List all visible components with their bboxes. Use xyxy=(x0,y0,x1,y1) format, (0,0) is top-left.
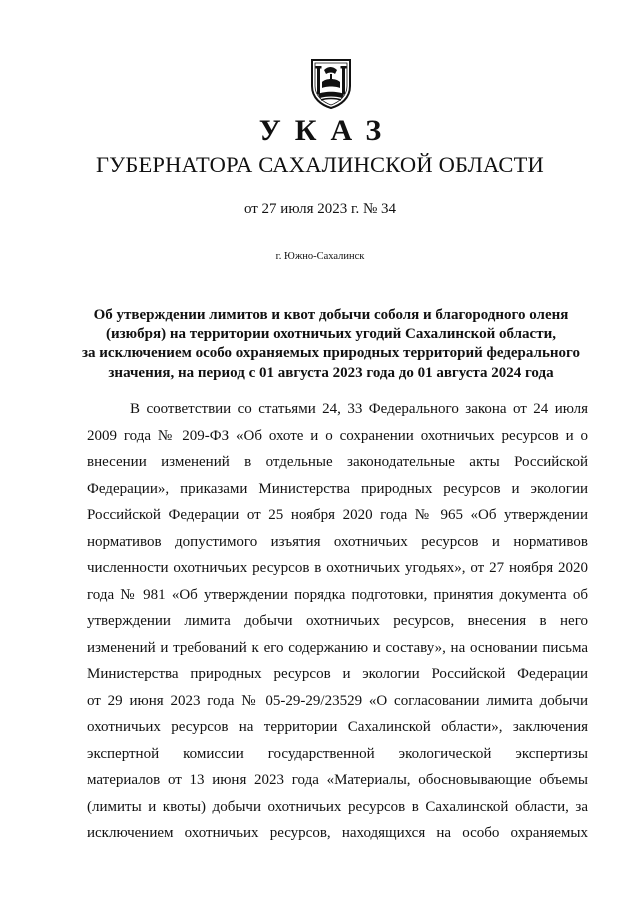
heading-line: (изюбря) на территории охотничьих угодий Сахалинской области, xyxy=(106,326,556,343)
body-line: численности охотничьих ресурсов в охотничьих угодьях», от 27 ноября 2020 xyxy=(87,560,588,576)
issue-city: г. Южно-Сахалинск xyxy=(275,251,365,262)
body-line: Министерства природных ресурсов и экологии Российской Федерации xyxy=(87,666,588,682)
body-line: 2009 года № 209-ФЗ «Об охоте и о сохранении охотничьих ресурсов и о xyxy=(87,427,588,444)
body-line: от 29 июня 2023 года № 05-29-29/23529 «О согласовании лимита добычи xyxy=(87,692,588,709)
body-line: В соответствии со статьями 24, 33 Федерального закона от 24 июля xyxy=(130,401,588,417)
heading-line: за исключением особо охраняемых природных территорий федерального xyxy=(82,345,580,362)
decree-heading xyxy=(80,306,582,383)
decree-body xyxy=(87,396,588,847)
body-line: нормативов допустимого изъятия охотничьих ресурсов и нормативов xyxy=(87,533,588,550)
body-line: Российской Федерации от 25 ноября 2020 года № 965 «Об утверждении xyxy=(87,507,588,523)
body-line: Федерации», приказами Министерства природных ресурсов и экологии xyxy=(87,480,588,497)
body-line: материалов от 13 июня 2023 года «Материалы, обосновывающие объемы xyxy=(87,772,588,788)
body-line: исключением охотничьих ресурсов, находящихся на особо охраняемых xyxy=(87,825,588,841)
heading-line: значения, на период с 01 августа 2023 года до 01 августа 2024 года xyxy=(108,364,554,381)
body-line: (лимиты и квоты) добычи охотничьих ресурсов в Сахалинской области, за xyxy=(87,798,588,815)
body-line: охотничьих ресурсов на территории Сахалинской области», заключения xyxy=(87,719,588,735)
body-line: экспертной комиссии государственной экологической экспертизы xyxy=(87,745,588,762)
coat-of-arms-icon xyxy=(306,56,356,110)
decree-date-number: от 27 июля 2023 г. № 34 xyxy=(243,201,397,217)
body-line: утверждении лимита добычи охотничьих ресурсов, внесения в него xyxy=(87,613,588,629)
body-line: изменений и требований к его содержанию и составу», на основании письма xyxy=(87,639,588,656)
body-line: внесении изменений в отдельные законодательные акты Российской xyxy=(87,454,588,470)
document-title: УКАЗ xyxy=(258,114,396,147)
heading-line: Об утверждении лимитов и квот добычи соболя и благородного оленя xyxy=(93,307,569,323)
body-line: года № 981 «Об утверждении порядка подготовки, принятия документа об xyxy=(87,586,588,603)
document-subtitle: ГУБЕРНАТОРА САХАЛИНСКОЙ ОБЛАСТИ xyxy=(95,152,544,177)
